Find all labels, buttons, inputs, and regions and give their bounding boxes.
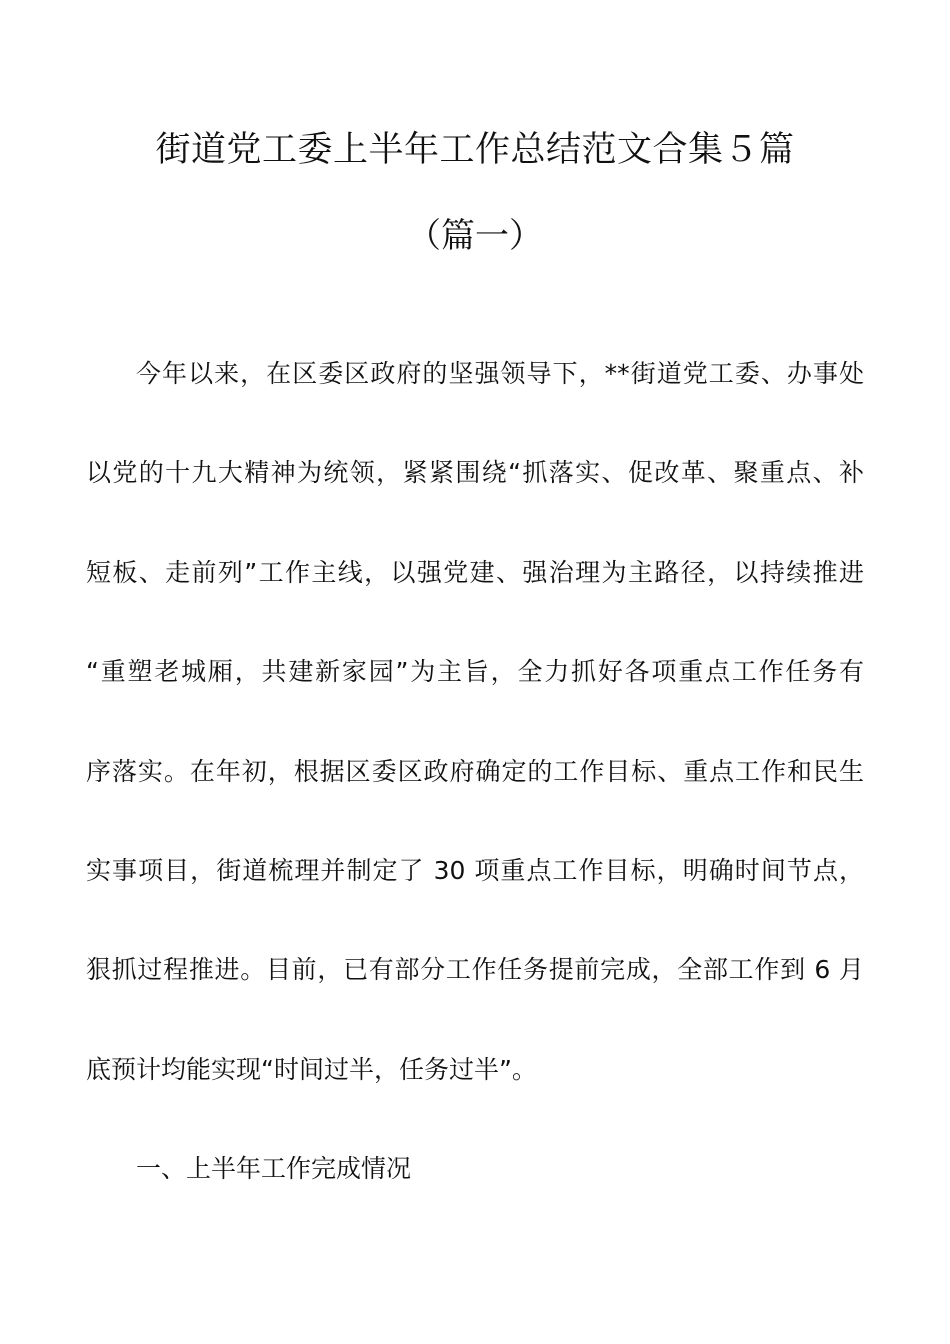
paragraph-line: 狠抓过程推进。目前，已有部分工作任务提前完成，全部工作到 6 月 — [86, 955, 864, 984]
paragraph-line: “重塑老城厢，共建新家园”为主旨，全力抓好各项重点工作任务有 — [86, 657, 864, 686]
paragraph-line: 序落实。在年初，根据区委区政府确定的工作目标、重点工作和民生 — [86, 757, 864, 786]
paragraph-line: 今年以来，在区委区政府的坚强领导下，**街道党工委、办事处 — [136, 359, 864, 388]
section-heading: 一、上半年工作完成情况 — [136, 1154, 412, 1183]
paragraph-line: 短板、走前列”工作主线，以强党建、强治理为主路径，以持续推进 — [86, 558, 864, 587]
paragraph-line: 以党的十九大精神为统领，紧紧围绕“抓落实、促改革、聚重点、补 — [86, 458, 864, 487]
paragraph-line: 底预计均能实现“时间过半，任务过半”。 — [86, 1055, 537, 1084]
document-title: 街道党工委上半年工作总结范文合集５篇 — [155, 130, 795, 170]
paragraph-line: 实事项目，街道梳理并制定了 30 项重点工作目标，明确时间节点， — [86, 856, 864, 885]
document-subtitle: （篇一） — [407, 216, 543, 256]
